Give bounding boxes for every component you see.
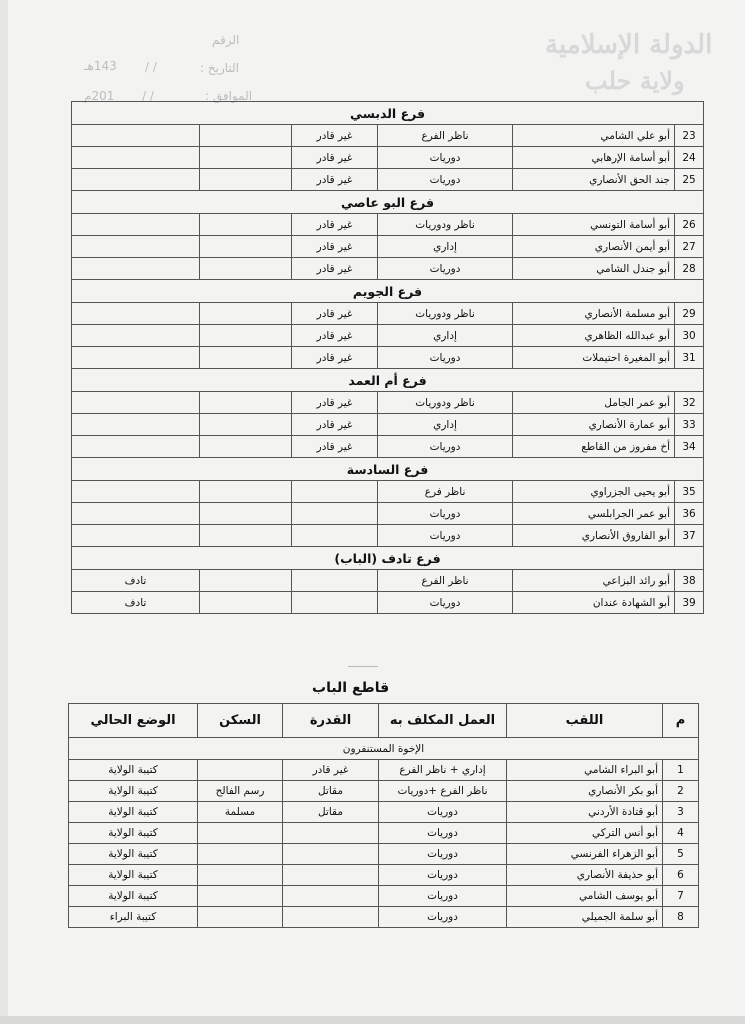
member-task: دوريات — [378, 503, 513, 525]
member-task: دوريات — [378, 436, 513, 458]
branch-title: فرع أم العمد — [72, 369, 704, 392]
row-number: 25 — [675, 169, 704, 191]
member-residence — [200, 347, 292, 369]
member-residence — [200, 236, 292, 258]
member-capacity: مقاتل — [283, 781, 379, 802]
table-row — [72, 258, 704, 280]
page-bottom-edge — [0, 1016, 745, 1024]
table-row — [72, 347, 704, 369]
member-status — [72, 214, 200, 236]
member-capacity — [283, 823, 379, 844]
member-name: أبو أسامة الإرهابي — [513, 147, 675, 169]
row-number: 33 — [675, 414, 704, 436]
member-name: أبو أنس التركي — [507, 823, 663, 844]
group-label: الإخوة المستنفرون — [69, 738, 699, 760]
member-residence — [200, 503, 292, 525]
row-number: 32 — [675, 392, 704, 414]
table-row — [69, 760, 699, 781]
member-task: دوريات — [378, 347, 513, 369]
table-row — [72, 525, 704, 547]
member-residence — [200, 214, 292, 236]
member-status: كتيبة الولاية — [69, 781, 198, 802]
row-number: 2 — [663, 781, 699, 802]
table-row — [69, 781, 699, 802]
member-name: أبو الزهراء الفرنسي — [507, 844, 663, 865]
member-task: دوريات — [379, 886, 507, 907]
row-number: 4 — [663, 823, 699, 844]
member-residence — [200, 392, 292, 414]
member-status: كتيبة الولاية — [69, 844, 198, 865]
member-residence — [198, 886, 283, 907]
branch-title: فرع الدبسي — [72, 102, 704, 125]
member-residence — [198, 760, 283, 781]
letterhead-gregorian-value: 201م — [84, 89, 115, 103]
member-residence — [200, 570, 292, 592]
member-capacity — [283, 886, 379, 907]
member-status: كتيبة الولاية — [69, 823, 198, 844]
branch-row — [72, 458, 704, 481]
member-task: دوريات — [379, 823, 507, 844]
member-task: إداري — [378, 414, 513, 436]
member-residence — [200, 525, 292, 547]
table-row — [72, 147, 704, 169]
table-row — [69, 886, 699, 907]
member-status: كتيبة الولاية — [69, 760, 198, 781]
member-name: أبو قتادة الأردني — [507, 802, 663, 823]
branch-title: فرع البو عاصي — [72, 191, 704, 214]
member-capacity: غير قادر — [292, 214, 378, 236]
member-name: أبو الشهادة عندان — [513, 592, 675, 614]
member-status — [72, 392, 200, 414]
member-status — [72, 147, 200, 169]
member-task: ناظر فرع — [378, 481, 513, 503]
watermark-province-name: ولاية حلب — [585, 66, 685, 95]
member-residence — [200, 325, 292, 347]
member-residence — [200, 125, 292, 147]
member-name: أبو الفاروق الأنصاري — [513, 525, 675, 547]
member-status: كتيبة البراء — [69, 907, 198, 928]
member-task: دوريات — [379, 802, 507, 823]
row-number: 38 — [675, 570, 704, 592]
branch-row — [72, 102, 704, 125]
member-status — [72, 258, 200, 280]
row-number: 37 — [675, 525, 704, 547]
member-capacity: غير قادر — [292, 125, 378, 147]
member-name: أبو رائد البزاعي — [513, 570, 675, 592]
member-residence — [200, 258, 292, 280]
member-status — [72, 325, 200, 347]
row-number: 30 — [675, 325, 704, 347]
row-number: 35 — [675, 481, 704, 503]
row-number: 29 — [675, 303, 704, 325]
member-residence — [200, 414, 292, 436]
member-status — [72, 125, 200, 147]
branch-row — [72, 280, 704, 303]
member-task: إداري — [378, 325, 513, 347]
table-row — [72, 392, 704, 414]
member-status: كتيبة الولاية — [69, 886, 198, 907]
member-residence — [198, 865, 283, 886]
table-row — [69, 907, 699, 928]
table-header-row — [69, 704, 699, 738]
member-status — [72, 169, 200, 191]
row-number: 34 — [675, 436, 704, 458]
member-task: إداري — [378, 236, 513, 258]
member-name: أبو أيمن الأنصاري — [513, 236, 675, 258]
member-capacity: غير قادر — [292, 436, 378, 458]
row-number: 24 — [675, 147, 704, 169]
member-residence — [200, 303, 292, 325]
row-number: 3 — [663, 802, 699, 823]
member-capacity: غير قادر — [292, 169, 378, 191]
member-name: أبو عمر الجامل — [513, 392, 675, 414]
table-row — [72, 125, 704, 147]
table-row — [72, 481, 704, 503]
member-status: كتيبة الولاية — [69, 865, 198, 886]
member-status — [72, 481, 200, 503]
member-name: أبو عمارة الأنصاري — [513, 414, 675, 436]
member-task: دوريات — [378, 525, 513, 547]
table-row — [72, 436, 704, 458]
separator-dash — [348, 666, 378, 667]
header-num: م — [663, 704, 699, 738]
row-number: 39 — [675, 592, 704, 614]
branches-table — [71, 101, 704, 614]
member-status — [72, 236, 200, 258]
member-task: دوريات — [378, 169, 513, 191]
member-residence: رسم الفالح — [198, 781, 283, 802]
member-task: ناظر ودوريات — [378, 392, 513, 414]
member-name: أبو المغيرة احتيملات — [513, 347, 675, 369]
member-capacity: غير قادر — [292, 392, 378, 414]
member-capacity: غير قادر — [292, 325, 378, 347]
page-left-edge — [0, 0, 8, 1024]
watermark-state-name: الدولة الإسلامية — [545, 30, 713, 60]
row-number: 5 — [663, 844, 699, 865]
member-task: دوريات — [379, 907, 507, 928]
member-name: أبو سلمة الجميلي — [507, 907, 663, 928]
member-name: أبو مسلمة الأنصاري — [513, 303, 675, 325]
member-capacity — [292, 592, 378, 614]
row-number: 36 — [675, 503, 704, 525]
row-number: 23 — [675, 125, 704, 147]
branch-title: فرع تادف (الباب) — [72, 547, 704, 570]
row-number: 28 — [675, 258, 704, 280]
letterhead-gregorian-slashes: / / — [142, 89, 154, 103]
sector-title: قاطع الباب — [312, 680, 390, 696]
member-task: ناظر ودوريات — [378, 214, 513, 236]
branch-row — [72, 191, 704, 214]
member-residence — [200, 436, 292, 458]
letterhead-date-value: 143هـ — [84, 59, 117, 73]
member-capacity — [292, 525, 378, 547]
member-name: أخ مفروز من القاطع — [513, 436, 675, 458]
member-capacity — [292, 570, 378, 592]
table-row — [72, 503, 704, 525]
table-row — [69, 802, 699, 823]
member-task: ناظر الفرع — [378, 125, 513, 147]
member-capacity — [283, 907, 379, 928]
member-capacity — [292, 503, 378, 525]
branch-row — [72, 369, 704, 392]
member-name: أبو يوسف الشامي — [507, 886, 663, 907]
row-number: 7 — [663, 886, 699, 907]
table-row — [72, 325, 704, 347]
row-number: 26 — [675, 214, 704, 236]
table-row — [72, 570, 704, 592]
letterhead-number-label: الرقم — [212, 33, 240, 47]
table-row — [72, 303, 704, 325]
member-name: أبو البراء الشامي — [507, 760, 663, 781]
header-residence: السكن — [198, 704, 283, 738]
member-residence: مسلمة — [198, 802, 283, 823]
member-name: أبو عبدالله الظاهري — [513, 325, 675, 347]
member-status: كتيبة الولاية — [69, 802, 198, 823]
letterhead-date-slashes: / / — [145, 60, 157, 74]
member-task: دوريات — [378, 147, 513, 169]
member-residence — [200, 147, 292, 169]
branch-title: فرع الجويم — [72, 280, 704, 303]
member-task: ناظر الفرع +دوريات — [379, 781, 507, 802]
sector-table — [68, 703, 699, 928]
member-residence — [198, 844, 283, 865]
table-row — [72, 214, 704, 236]
branch-title: فرع السادسة — [72, 458, 704, 481]
member-status — [72, 347, 200, 369]
table-row — [72, 236, 704, 258]
member-residence — [200, 592, 292, 614]
member-name: أبو يحيى الجزراوي — [513, 481, 675, 503]
table-row — [69, 865, 699, 886]
header-name: اللقب — [507, 704, 663, 738]
member-task: دوريات — [379, 865, 507, 886]
member-status: تادف — [72, 570, 200, 592]
member-name: أبو علي الشامي — [513, 125, 675, 147]
member-capacity: غير قادر — [283, 760, 379, 781]
row-number: 31 — [675, 347, 704, 369]
member-capacity — [283, 865, 379, 886]
member-capacity: غير قادر — [292, 258, 378, 280]
member-task: ناظر ودوريات — [378, 303, 513, 325]
member-name: أبو عمر الجرابلسي — [513, 503, 675, 525]
member-capacity — [292, 481, 378, 503]
branch-row — [72, 547, 704, 570]
member-task: دوريات — [379, 844, 507, 865]
header-capacity: القدرة — [283, 704, 379, 738]
group-row — [69, 738, 699, 760]
member-name: أبو حذيفة الأنصاري — [507, 865, 663, 886]
member-capacity: غير قادر — [292, 303, 378, 325]
member-status — [72, 303, 200, 325]
member-capacity: غير قادر — [292, 147, 378, 169]
member-task: ناظر الفرع — [378, 570, 513, 592]
member-status — [72, 414, 200, 436]
member-name: أبو بكر الأنصاري — [507, 781, 663, 802]
member-name: أبو جندل الشامي — [513, 258, 675, 280]
member-capacity: مقاتل — [283, 802, 379, 823]
row-number: 6 — [663, 865, 699, 886]
table-row — [72, 592, 704, 614]
member-name: أبو أسامة التونسي — [513, 214, 675, 236]
member-task: دوريات — [378, 258, 513, 280]
member-task: دوريات — [378, 592, 513, 614]
header-task: العمل المكلف به — [379, 704, 507, 738]
row-number: 27 — [675, 236, 704, 258]
table-row — [72, 169, 704, 191]
member-residence — [198, 907, 283, 928]
member-residence — [200, 481, 292, 503]
row-number: 8 — [663, 907, 699, 928]
table-row — [72, 414, 704, 436]
member-residence — [198, 823, 283, 844]
table-row — [69, 844, 699, 865]
table-row — [69, 823, 699, 844]
member-capacity — [283, 844, 379, 865]
member-status — [72, 525, 200, 547]
letterhead-date-label: التاريخ : — [200, 61, 240, 75]
member-residence — [200, 169, 292, 191]
row-number: 1 — [663, 760, 699, 781]
member-capacity: غير قادر — [292, 236, 378, 258]
member-capacity: غير قادر — [292, 414, 378, 436]
member-status: تادف — [72, 592, 200, 614]
member-task: إداري + ناظر الفرع — [379, 760, 507, 781]
member-status — [72, 503, 200, 525]
header-status: الوضع الحالي — [69, 704, 198, 738]
member-name: جند الحق الأنصاري — [513, 169, 675, 191]
letterhead-gregorian-label: الموافق : — [205, 89, 253, 103]
member-capacity: غير قادر — [292, 347, 378, 369]
member-status — [72, 436, 200, 458]
